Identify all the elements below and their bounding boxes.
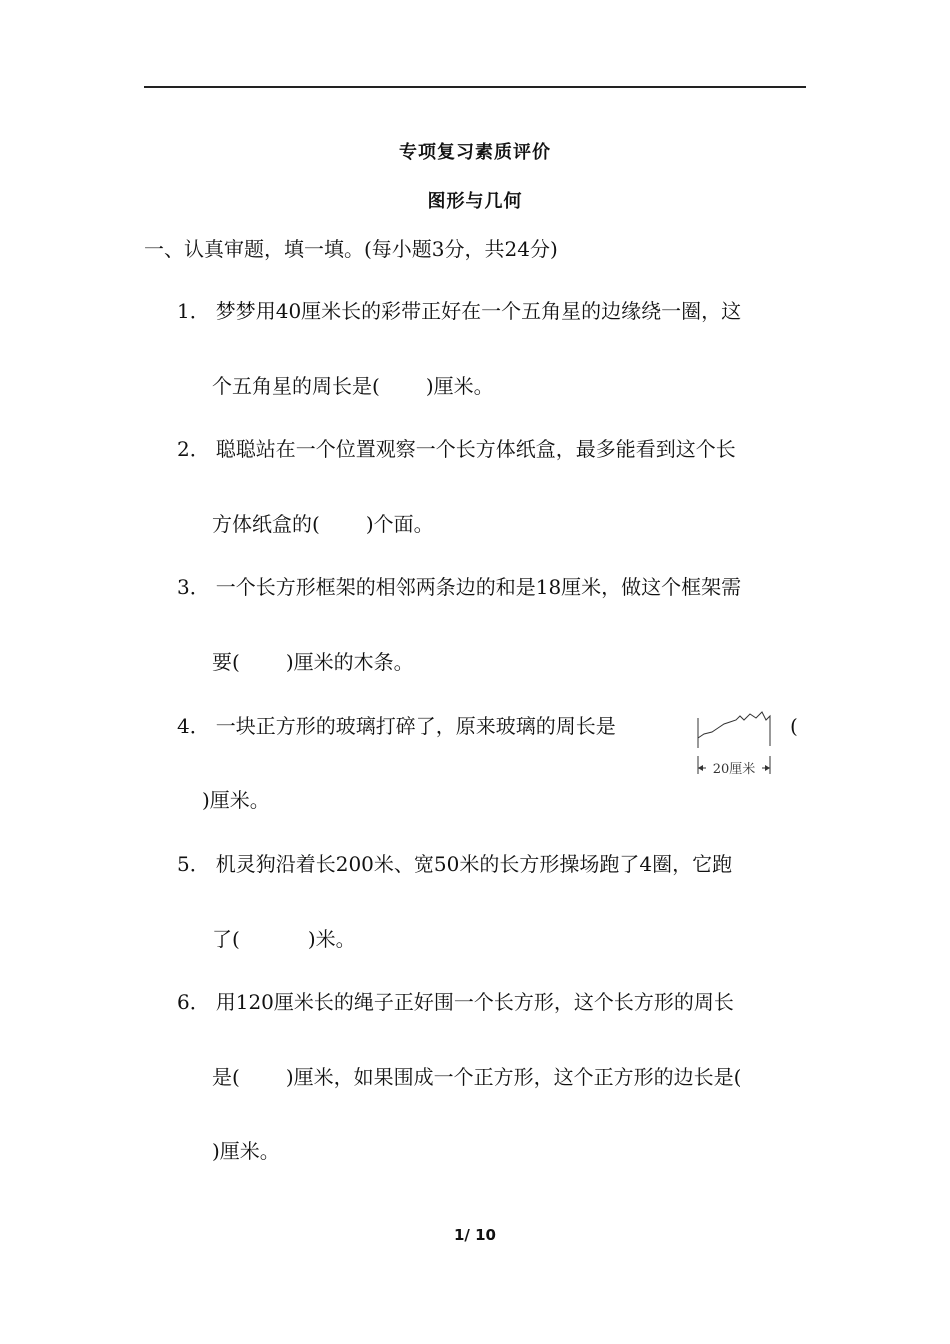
question-6-line-3: )厘米。: [212, 1139, 280, 1163]
figure-length-label: 20厘米: [712, 762, 756, 777]
question-5-number: 5．: [177, 852, 210, 876]
question-2-prompt: 方体纸盒的(: [212, 512, 320, 536]
question-6-line-2: [212, 1064, 741, 1090]
question-1-line-1: [177, 298, 741, 324]
question-4-number: 4．: [177, 714, 210, 738]
question-5-line-2: [212, 926, 356, 952]
question-3-number: 3．: [177, 575, 210, 599]
question-5-unit: )米。: [307, 927, 356, 951]
question-4-line-2: )厘米。: [202, 788, 270, 812]
question-6-prompt: 是(: [212, 1065, 240, 1089]
broken-glass-figure: [694, 708, 774, 780]
question-1-line-2: [212, 373, 494, 399]
question-2-unit: )个面。: [365, 512, 434, 536]
question-1-prompt: 个五角星的周长是(: [212, 374, 380, 398]
question-3-line-2: [212, 649, 414, 675]
question-4-open-paren: (: [790, 714, 798, 738]
question-6-line-1: [177, 989, 734, 1015]
page-title: 专项复习素质评价: [399, 142, 551, 163]
question-3-line-1: [177, 574, 741, 600]
question-1-number: 1．: [177, 299, 210, 323]
question-4-text: 一块正方形的玻璃打碎了，原来玻璃的周长是: [215, 714, 616, 738]
question-3-prompt: 要(: [212, 650, 240, 674]
question-5-text: 机灵狗沿着长200米、宽50米的长方形操场跑了4圈，它跑: [215, 852, 733, 876]
question-5-prompt: 了(: [212, 927, 240, 951]
question-3-text: 一个长方形框架的相邻两条边的和是18厘米，做这个框架需: [215, 575, 742, 599]
question-4-line-1: [177, 713, 616, 739]
question-1-unit: )厘米。: [425, 374, 494, 398]
question-6-text: 用120厘米长的绳子正好围一个长方形，这个长方形的周长: [215, 990, 734, 1014]
question-3-unit: )厘米的木条。: [285, 650, 414, 674]
question-2-text: 聪聪站在一个位置观察一个长方体纸盒，最多能看到这个长: [215, 437, 736, 461]
question-2-line-1: [177, 436, 736, 462]
section-heading: 一、认真审题，填一填。(每小题3分，共24分): [144, 237, 558, 261]
question-1-text: 梦梦用40厘米长的彩带正好在一个五角星的边缘绕一圈，这: [215, 299, 742, 323]
question-2-line-2: [212, 511, 434, 537]
question-6-number: 6．: [177, 990, 210, 1014]
question-2-number: 2．: [177, 437, 210, 461]
page-number: 1/ 10: [453, 1226, 496, 1244]
question-6-prompt-continued: )厘米，如果围成一个正方形，这个正方形的边长是(: [285, 1065, 742, 1089]
header-rule: [144, 86, 806, 88]
question-5-line-1: [177, 851, 732, 877]
page-subtitle: 图形与几何: [427, 191, 523, 212]
